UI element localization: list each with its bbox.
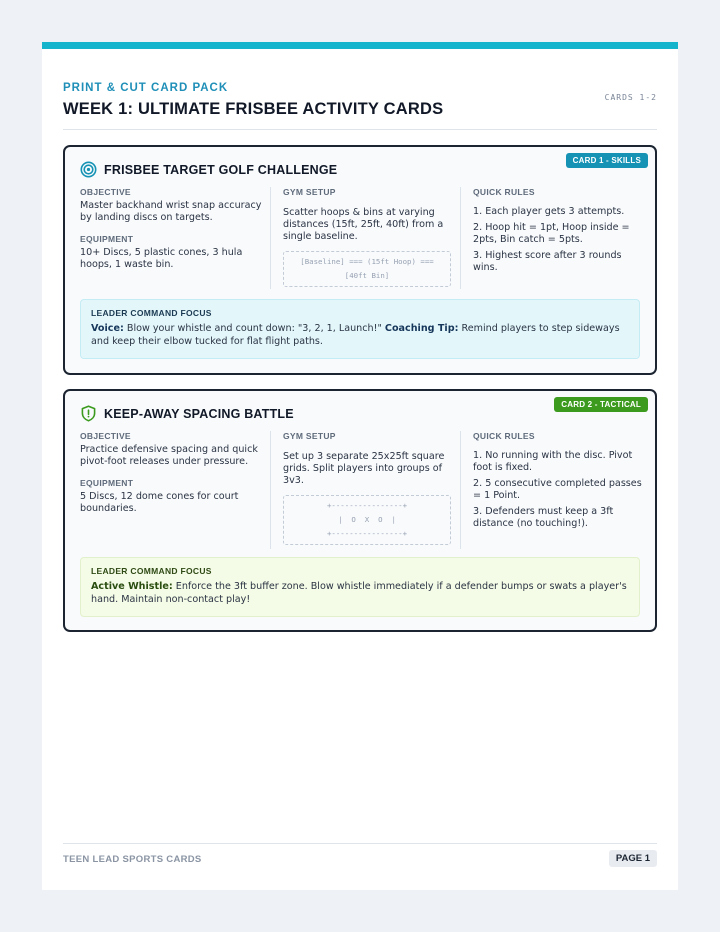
setup-diagram: [Baseline] === (15ft Hoop) === [40ft Bin] [283,251,451,287]
gym-setup-column [270,431,460,549]
shield-icon [80,405,97,422]
objective-column [80,187,270,271]
rule-item: 2. 5 consecutive completed passes = 1 Point. [473,478,642,501]
card-badge: CARD 2 - TACTICAL [554,397,648,412]
objective-text: Practice defensive spacing and quick pivot-foot releases under pressure. [80,444,258,467]
gym-setup-label: GYM SETUP [283,187,336,197]
rule-item: 3. Defenders must keep a 3ft distance (no touching!). [473,506,614,529]
footer-brand: TEEN LEAD SPORTS CARDS [63,854,202,865]
quick-rules-column [460,187,645,289]
target-icon [80,161,97,178]
card-title: FRISBEE TARGET GOLF CHALLENGE [104,162,338,177]
activity-card-2 [63,389,657,632]
cards-range-label: CARDS 1-2 [604,93,657,102]
setup-diagram: +----------------+ | O X O | +----------------+ [283,495,451,545]
leader-focus-text: Voice: Blow your whistle and count down: "3, 2, 1, Launch!" Coaching Tip: Remind players to step sideways and keep their elbow tucked for flat flight paths. [91,323,620,347]
focus-keyword: Voice: [91,323,124,334]
focus-keyword: Coaching Tip: [384,323,459,334]
focus-keyword: Active Whistle: [91,581,173,592]
leader-focus-box [80,299,640,359]
page-title: WEEK 1: ULTIMATE FRISBEE ACTIVITY CARDS [63,100,444,118]
leader-focus-label: LEADER COMMAND FOCUS [91,308,212,318]
rule-item: 2. Hoop hit = 1pt, Hoop inside = 2pts, Bin catch = 5pts. [473,222,630,245]
objective-label: OBJECTIVE [80,431,131,441]
quick-rules-column [460,431,645,549]
gym-setup-text: Scatter hoops & bins at varying distances (15ft, 25ft, 40ft) from a single baseline. [283,207,444,242]
activity-card-1 [63,145,657,375]
equipment-label: EQUIPMENT [80,234,134,244]
objective-column [80,431,270,515]
header-divider [63,129,657,130]
page-number: PAGE 1 [609,850,657,867]
gym-setup-column [270,187,460,289]
gym-setup-text: Set up 3 separate 25x25ft square grids. Split players into groups of 3v3. [283,451,445,486]
quick-rules-label: QUICK RULES [473,187,535,197]
quick-rules-label: QUICK RULES [473,431,535,441]
card-title-row [80,405,294,422]
gym-setup-label: GYM SETUP [283,431,336,441]
rule-item: 1. No running with the disc. Pivot foot is fixed. [473,450,633,473]
rule-item: 1. Each player gets 3 attempts. [473,206,625,217]
leader-focus-box [80,557,640,617]
card-title: KEEP-AWAY SPACING BATTLE [104,406,294,421]
objective-text: Master backhand wrist snap accuracy by landing discs on targets. [80,200,262,223]
footer-divider [63,843,657,844]
equipment-text: 5 Discs, 12 dome cones for court boundaries. [80,491,239,514]
card-badge: CARD 1 - SKILLS [566,153,648,168]
objective-label: OBJECTIVE [80,187,131,197]
leader-focus-text: Active Whistle: Enforce the 3ft buffer zone. Blow whistle immediately if a defender bumps or swats a player's hand. Maintain non-contact play! [91,581,627,605]
activity-card-page [42,42,678,890]
rule-item: 3. Highest score after 3 rounds wins. [473,250,622,273]
card-title-row [80,161,337,178]
leader-focus-label: LEADER COMMAND FOCUS [91,566,212,576]
page-kicker: PRINT & CUT CARD PACK [63,82,229,94]
equipment-text: 10+ Discs, 5 plastic cones, 3 hula hoops, 1 waste bin. [80,247,243,270]
equipment-label: EQUIPMENT [80,478,134,488]
